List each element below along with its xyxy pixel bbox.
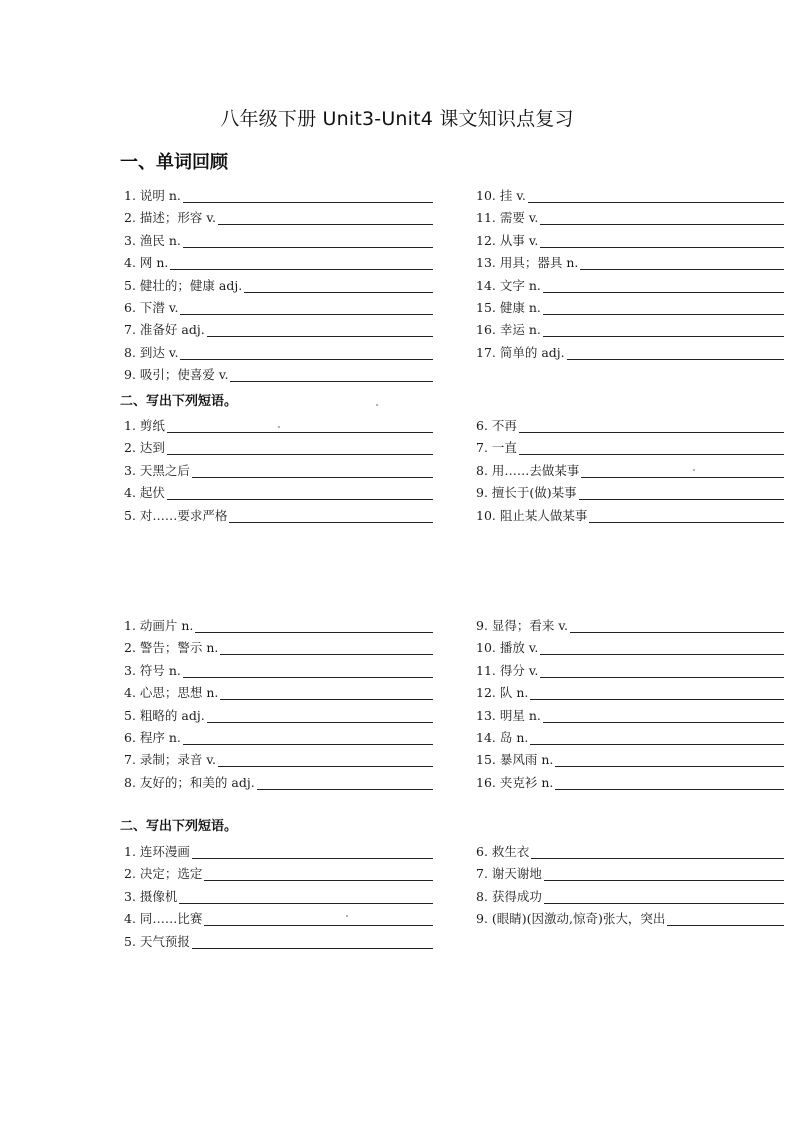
list-item [124,251,433,271]
answer-blank[interactable] [204,910,433,926]
list-item [124,704,433,724]
item-prompt: 7. 一直 [476,440,517,456]
item-prompt: 2. 描述；形容 v. [124,210,216,226]
answer-blank[interactable] [167,439,433,455]
item-prompt: 4. 起伏 [124,485,165,501]
answer-blank[interactable] [570,617,784,633]
item-prompt: 10. 挂 v. [476,188,526,203]
answer-blank[interactable] [544,865,784,881]
answer-blank[interactable] [581,462,784,478]
list-item [476,229,784,249]
list-item [124,748,433,768]
list-item [124,907,433,927]
vocab-list-1-left [124,184,433,386]
list-item [476,318,784,338]
list-item [476,681,784,701]
answer-blank[interactable] [180,299,433,315]
answer-blank[interactable] [540,209,784,225]
list-item [476,459,784,479]
item-prompt: 12. 队 n. [476,685,529,701]
vocab-list-2-left [124,614,433,793]
list-item [124,771,433,791]
list-item [124,363,433,383]
item-prompt: 11. 得分 v. [476,662,539,678]
answer-blank[interactable] [567,344,784,360]
list-item [124,481,433,501]
list-item [476,414,784,434]
phrase-list-2-right [476,840,784,930]
answer-blank[interactable] [257,774,433,790]
item-prompt: 4. 网 n. [124,255,169,271]
answer-blank[interactable] [229,507,433,523]
list-item [476,296,784,316]
answer-blank[interactable] [167,484,433,500]
scan-speck [376,404,378,406]
page-title: 八年级下册 Unit3-Unit4 课文知识点复习 [220,108,574,130]
section-heading-vocabulary: 一、单词回顾 [120,152,228,173]
answer-blank[interactable] [543,321,784,337]
list-item [124,659,433,679]
item-prompt: 15. 健康 n. [476,299,541,315]
item-prompt: 9. 显得；看来 v. [476,618,568,633]
list-item [476,206,784,226]
list-item [124,296,433,316]
item-prompt: 8. 用……去做某事 [476,462,580,478]
answer-blank[interactable] [220,684,433,700]
item-prompt: 5. 对……要求严格 [124,507,228,523]
item-prompt: 5. 粗略的 adj. [124,707,205,723]
item-prompt: 10. 阻止某人做某事 [476,507,588,523]
answer-blank[interactable] [230,366,433,382]
item-prompt: 14. 文字 n. [476,277,541,293]
answer-blank[interactable] [519,439,784,455]
item-prompt: 7. 谢天谢地 [476,866,542,882]
phrase-list-2-left [124,840,433,952]
list-item [124,414,433,434]
list-item [476,614,784,634]
list-item [124,459,433,479]
answer-blank[interactable] [167,417,433,433]
answer-blank[interactable] [530,729,784,745]
list-item [476,748,784,768]
answer-blank[interactable] [192,462,433,478]
answer-blank[interactable] [180,344,433,360]
list-item [476,481,784,501]
item-prompt: 1. 连环漫画 [124,844,190,859]
answer-blank[interactable] [555,751,784,767]
answer-blank[interactable] [195,617,433,633]
answer-blank[interactable] [218,751,433,767]
list-item [124,681,433,701]
item-prompt: 1. 说明 n. [124,188,181,203]
item-prompt: 16. 幸运 n. [476,322,541,338]
answer-blank[interactable] [540,639,784,655]
vocab-list-2-right [476,614,784,793]
list-item [124,862,433,882]
item-prompt: 6. 不再 [476,418,517,433]
list-item [476,659,784,679]
item-prompt: 8. 友好的；和美的 adj. [124,774,255,790]
answer-blank[interactable] [218,209,433,225]
list-item [476,885,784,905]
phrases-heading-1: 二、写出下列短语。 [120,394,238,409]
item-prompt: 9. 擅长于(做)某事 [476,485,577,501]
scan-speck [278,426,280,428]
list-item [124,436,433,456]
list-item [476,862,784,882]
answer-blank[interactable] [530,684,784,700]
list-item [476,726,784,746]
list-item [124,840,433,860]
item-prompt: 3. 摄像机 [124,888,178,904]
answer-blank[interactable] [170,254,433,270]
item-prompt: 16. 夹克衫 n. [476,774,554,790]
answer-blank[interactable] [555,774,784,790]
list-item [476,436,784,456]
item-prompt: 10. 播放 v. [476,640,539,656]
scan-speck [693,469,695,471]
list-item [476,704,784,724]
answer-blank[interactable] [667,910,784,926]
vocab-list-1-right [476,184,784,363]
list-item [476,771,784,791]
answer-blank[interactable] [183,232,433,248]
answer-blank[interactable] [528,187,784,203]
answer-blank[interactable] [183,662,433,678]
item-prompt: 2. 警告；警示 n. [124,640,219,656]
item-prompt: 4. 同……比赛 [124,911,203,927]
answer-blank[interactable] [183,729,433,745]
item-prompt: 6. 下潜 v. [124,299,179,315]
answer-blank[interactable] [589,507,784,523]
phrase-list-1-left [124,414,433,526]
list-item [124,504,433,524]
list-item [476,341,784,361]
answer-blank[interactable] [543,299,784,315]
list-item [124,614,433,634]
answer-blank[interactable] [204,865,433,881]
list-item [124,274,433,294]
item-prompt: 13. 用具；器具 n. [476,255,579,271]
item-prompt: 15. 暴风雨 n. [476,752,554,768]
item-prompt: 6. 救生衣 [476,844,530,859]
answer-blank[interactable] [543,707,784,723]
list-item [476,636,784,656]
phrase-list-1-right [476,414,784,526]
item-prompt: 4. 心思；思想 n. [124,685,219,701]
item-prompt: 17. 简单的 adj. [476,344,565,360]
item-prompt: 2. 达到 [124,440,165,456]
item-prompt: 1. 动画片 n. [124,618,194,633]
answer-blank[interactable] [579,484,784,500]
answer-blank[interactable] [244,277,433,293]
item-prompt: 11. 需要 v. [476,210,539,226]
item-prompt: 5. 健壮的；健康 adj. [124,277,243,293]
item-prompt: 3. 天黑之后 [124,462,190,478]
item-prompt: 3. 渔民 n. [124,232,181,248]
list-item [476,184,784,204]
answer-blank[interactable] [540,232,784,248]
list-item [124,885,433,905]
item-prompt: 3. 符号 n. [124,662,181,678]
list-item [124,229,433,249]
item-prompt: 1. 剪纸 [124,418,165,433]
answer-blank[interactable] [519,417,784,433]
item-prompt: 6. 程序 n. [124,729,181,745]
list-item [124,318,433,338]
answer-blank[interactable] [543,277,784,293]
list-item [476,840,784,860]
item-prompt: 13. 明星 n. [476,707,541,723]
answer-blank[interactable] [179,888,433,904]
item-prompt: 5. 天气预报 [124,933,190,949]
answer-blank[interactable] [540,662,784,678]
answer-blank[interactable] [580,254,784,270]
item-prompt: 8. 获得成功 [476,888,542,904]
item-prompt: 7. 录制；录音 v. [124,752,216,768]
phrases-heading-2: 二、写出下列短语。 [120,819,238,834]
list-item [124,341,433,361]
list-item [476,907,784,927]
answer-blank[interactable] [192,933,433,949]
answer-blank[interactable] [183,187,433,203]
list-item [476,504,784,524]
answer-blank[interactable] [207,707,433,723]
list-item [476,251,784,271]
list-item [124,636,433,656]
item-prompt: 14. 岛 n. [476,729,529,745]
list-item [124,184,433,204]
list-item [124,930,433,950]
answer-blank[interactable] [207,321,433,337]
answer-blank[interactable] [220,639,433,655]
item-prompt: 9. 吸引；使喜爱 v. [124,367,229,383]
answer-blank[interactable] [544,888,784,904]
list-item [476,274,784,294]
answer-blank[interactable] [192,843,433,859]
list-item [124,206,433,226]
list-item [124,726,433,746]
item-prompt: 7. 准备好 adj. [124,322,205,338]
answer-blank[interactable] [531,843,784,859]
item-prompt: 9. (眼睛)(因激动,惊奇)张大，突出 [476,911,666,927]
scan-speck [346,915,348,917]
item-prompt: 2. 决定；选定 [124,866,203,882]
item-prompt: 8. 到达 v. [124,344,179,360]
item-prompt: 12. 从事 v. [476,232,539,248]
